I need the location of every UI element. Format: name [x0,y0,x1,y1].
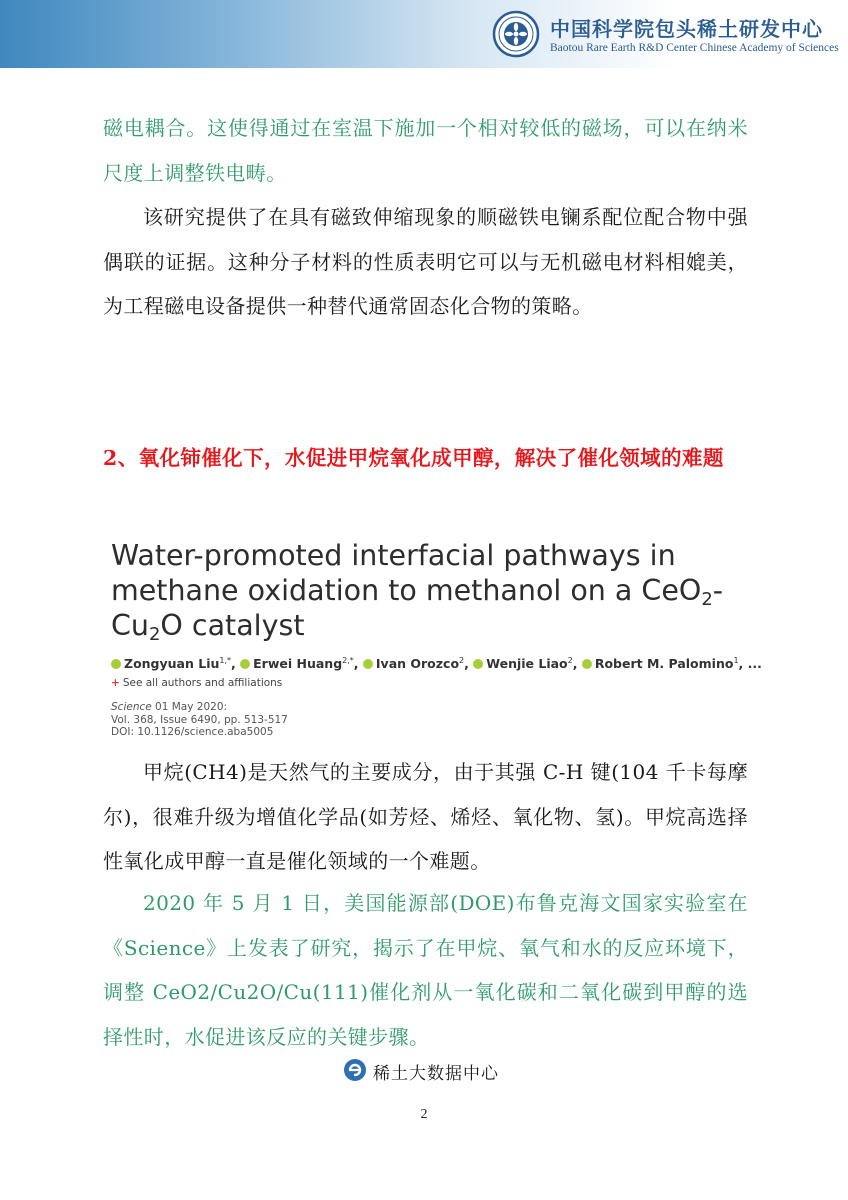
author-link[interactable] [111,656,231,671]
article-title-line-2 [111,573,723,608]
paragraph-science-study: 2020 年 5 月 1 日，美国能源部(DOE)布鲁克海文国家实验室在《Science》上发表了研究，揭示了在甲烷、氧气和水的反应环境下，调整 CeO2/Cu2O/Cu(111)催化剂从一氧化碳和二氧化碳到甲醇的选择性时，水促进该反应的关键步骤。 [103,891,748,1049]
orcid-icon [240,659,250,669]
journal-date-line [111,701,288,714]
org-name-cn: 中国科学院包头稀土研发中心 [550,17,823,41]
journal-info [111,701,288,739]
article-doi[interactable]: DOI: 10.1126/science.aba5005 [111,726,274,738]
author-link[interactable] [363,656,464,671]
paragraph-magnetoelectric-coupling: 磁电耦合。这使得通过在室温下施加一个相对较低的磁场，可以在纳米尺度上调整铁电畴。 [103,116,748,185]
title-text: methane oxidation to methanol on a CeO [111,574,702,607]
paragraph-methane-background: 甲烷(CH4)是天然气的主要成分，由于其强 C-H 键(104 千卡每摩尔)，很难升级为增值化学品(如芳烃、烯烃、氧化物、氢)。甲烷高选择性氧化成甲醇一直是催化领域的一个难题。 [103,760,748,873]
journal-name: Science [111,701,152,713]
orcid-icon [473,659,483,669]
org-name-en: Baotou Rare Earth R&D Center Chinese Academy of Sciences [550,42,839,54]
author-list: Zongyuan Liu$^{1,*}$, Erwei Huang$^{2,*}$, Ivan Orozco$^2$, Wenjie Liao$^2$, Robert M. Palomino$^1$, ... [111,656,762,671]
author-affiliation: 2 [567,656,573,665]
authors-ellipsis: ... [747,656,762,672]
author-name: Wenjie Liao [486,656,568,672]
title-subscript: 2 [701,589,713,610]
title-text: Cu [111,609,149,642]
data-center-logo-icon [343,1058,367,1082]
article-title-line-1: Water-promoted interfacial pathways in [111,539,676,572]
author-link[interactable] [582,656,739,671]
title-text: O catalyst [160,609,305,642]
author-affiliation: 2,* [342,656,354,665]
article-excerpt [103,538,762,743]
footer-brand-name: 稀土大数据中心 [373,1064,499,1084]
see-all-authors-link[interactable] [111,677,282,689]
title-subscript: 2 [148,624,161,645]
author-name: Ivan Orozco [375,656,460,672]
orcid-icon [111,659,121,669]
header-banner [0,0,848,68]
plus-icon: + [111,677,120,689]
article-title-line-3 [111,608,723,643]
section-heading-2: 2、氧化铈催化下，水促进甲烷氧化成甲醇，解决了催化领域的难题 [103,446,724,470]
author-link[interactable] [240,656,354,671]
author-name: Zongyuan Liu [124,656,220,672]
publication-date: 01 May 2020: [155,701,228,713]
paragraph-research-evidence: 该研究提供了在具有磁致伸缩现象的顺磁铁电镧系配位配合物中强偶联的证据。这种分子材料的性质表明它可以与无机磁电材料相媲美，为工程磁电设备提供一种替代通常固态化合物的策略。 [103,205,748,318]
title-text: - [712,574,724,607]
author-affiliation: 1,* [219,656,232,665]
orcid-icon [363,659,373,669]
author-link[interactable] [473,656,572,671]
journal-volume: Vol. 368, Issue 6490, pp. 513-517 [111,713,288,726]
author-affiliation: 1 [733,656,739,665]
cas-logo-icon [492,10,540,58]
orcid-icon [582,659,592,669]
article-title [111,538,723,643]
author-name: Robert M. Palomino [594,656,734,672]
see-all-label: See all authors and affiliations [122,677,283,689]
page-number: 2 [420,1107,428,1122]
author-name: Erwei Huang [253,656,343,672]
author-affiliation: 2 [459,656,465,665]
